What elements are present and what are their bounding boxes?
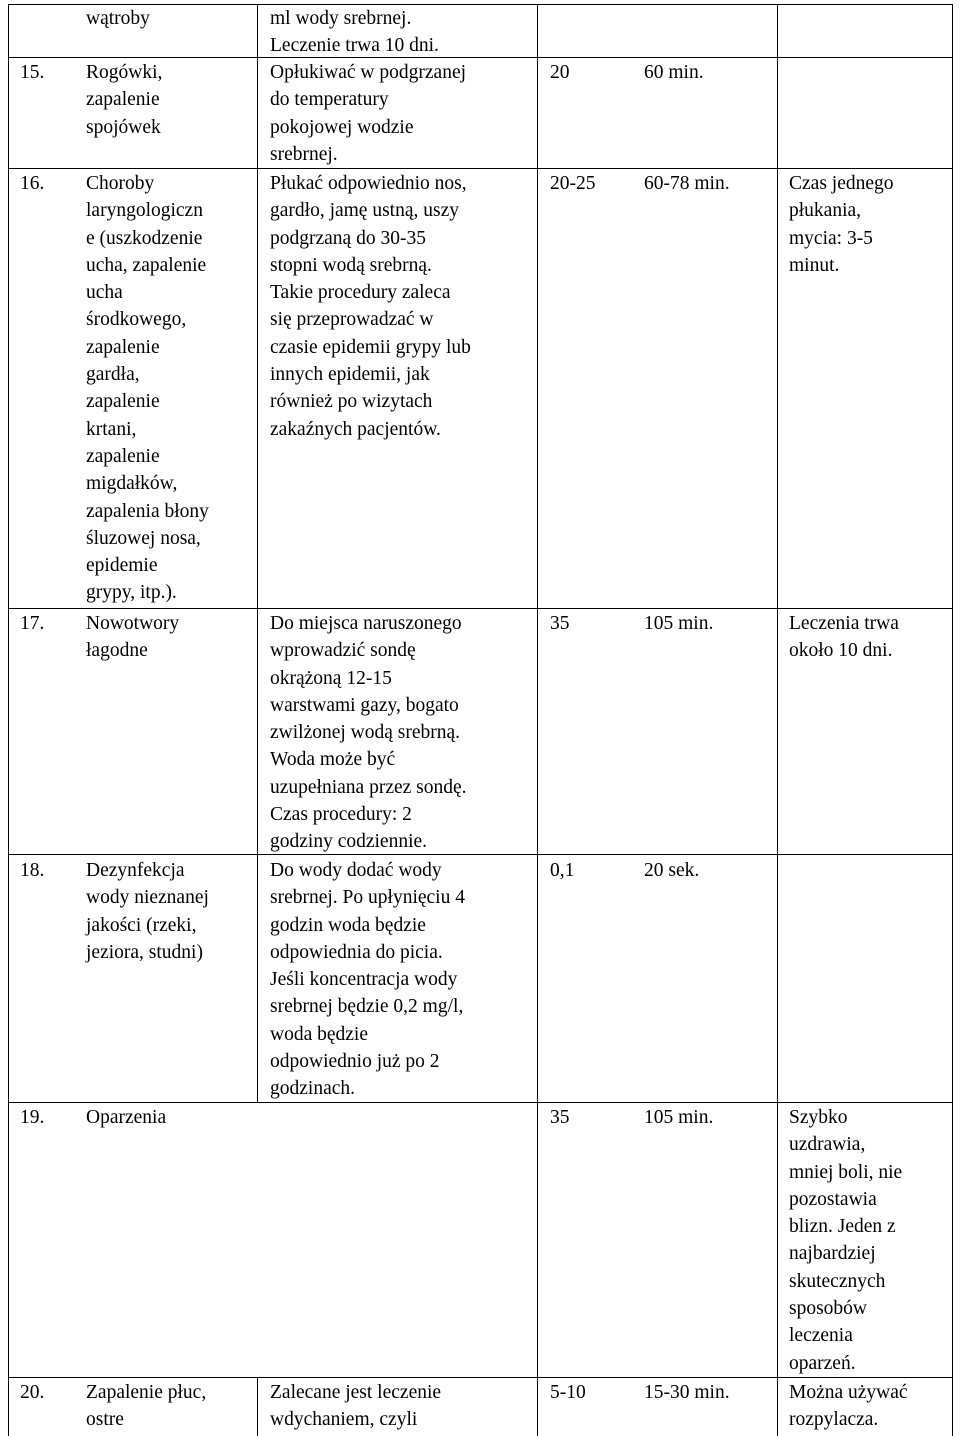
- time-cell: 105 min.: [644, 613, 714, 634]
- column-divider: [257, 1377, 258, 1436]
- concentration-cell: 35: [550, 1107, 570, 1128]
- disease-cell: Oparzenia: [86, 1107, 167, 1128]
- column-divider: [777, 4, 778, 1436]
- row-number: 19.: [20, 1107, 45, 1128]
- time-cell: 60 min.: [644, 62, 704, 83]
- notes-cell: Można używać rozpylacza.: [789, 1382, 908, 1431]
- notes-cell: Czas jednego płukania, mycia: 3-5 minut.: [789, 173, 894, 276]
- row-divider: [8, 608, 953, 609]
- column-divider: [537, 4, 538, 1436]
- notes-cell: Leczenia trwa około 10 dni.: [789, 613, 899, 662]
- disease-cell: Zapalenie płuc, ostre: [86, 1382, 207, 1431]
- method-cell: Do miejsca naruszonego wprowadzić sondę okrążoną 12-15 warstwami gazy, bogato zwilżonej wodą srebrną. Woda może być uzupełniana przez sondę. Czas procedury: 2 godziny codziennie.: [270, 613, 467, 853]
- method-cell: Zalecane jest leczenie wdychaniem, czyli: [270, 1382, 442, 1431]
- row-divider: [8, 57, 953, 58]
- time-cell: 105 min.: [644, 1107, 714, 1128]
- method-cell: Płukać odpowiednio nos, gardło, jamę ustną, uszy podgrzaną do 30-35 stopni wodą srebrną. Takie procedury zaleca się przeprowadzać w czasie epidemii grypy lub innych epidemii, jak również po wizytach zakaźnych pacjentów.: [270, 173, 471, 440]
- column-divider: [257, 4, 258, 1102]
- row-divider: [8, 1377, 953, 1378]
- disease-cell: Nowotwory łagodne: [86, 613, 180, 662]
- concentration-cell: 5-10: [550, 1382, 586, 1403]
- method-cell: ml wody srebrnej. Leczenie trwa 10 dni.: [270, 8, 439, 57]
- table-border-left: [8, 4, 9, 1436]
- concentration-cell: 20-25: [550, 173, 596, 194]
- time-cell: 15-30 min.: [644, 1382, 730, 1403]
- row-divider: [8, 854, 953, 855]
- disease-cell: Rogówki, zapalenie spojówek: [86, 62, 163, 138]
- row-divider: [8, 1102, 953, 1103]
- row-number: 17.: [20, 613, 45, 634]
- table-border-right: [952, 4, 953, 1436]
- row-number: 16.: [20, 173, 45, 194]
- notes-cell: Szybko uzdrawia, mniej boli, nie pozostawia blizn. Jeden z najbardziej skutecznych sposobów leczenia oparzeń.: [789, 1107, 903, 1374]
- concentration-cell: 20: [550, 62, 570, 83]
- row-number: 20.: [20, 1382, 45, 1403]
- row-divider: [8, 168, 953, 169]
- time-cell: 20 sek.: [644, 860, 700, 881]
- row-number: 18.: [20, 860, 45, 881]
- disease-cell: Dezynfekcja wody nieznanej jakości (rzeki, jeziora, studni): [86, 860, 209, 963]
- disease-cell: wątroby: [86, 8, 150, 29]
- row-number: 15.: [20, 62, 45, 83]
- concentration-cell: 35: [550, 613, 570, 634]
- disease-cell: Choroby laryngologiczn e (uszkodzenie ucha, zapalenie ucha środkowego, zapalenie gardła, zapalenie krtani, zapalenie migdałków, zapalenia błony śluzowej nosa, epidemie grypy, itp.).: [86, 173, 209, 604]
- method-cell: Opłukiwać w podgrzanej do temperatury pokojowej wodzie srebrnej.: [270, 62, 467, 165]
- method-cell: Do wody dodać wody srebrnej. Po upłynięciu 4 godzin woda będzie odpowiednia do picia. Jeśli koncentracja wody srebrnej będzie 0,2 mg/l, woda będzie odpowiednio już po 2 godzinach.: [270, 860, 465, 1100]
- concentration-cell: 0,1: [550, 860, 575, 881]
- time-cell: 60-78 min.: [644, 173, 730, 194]
